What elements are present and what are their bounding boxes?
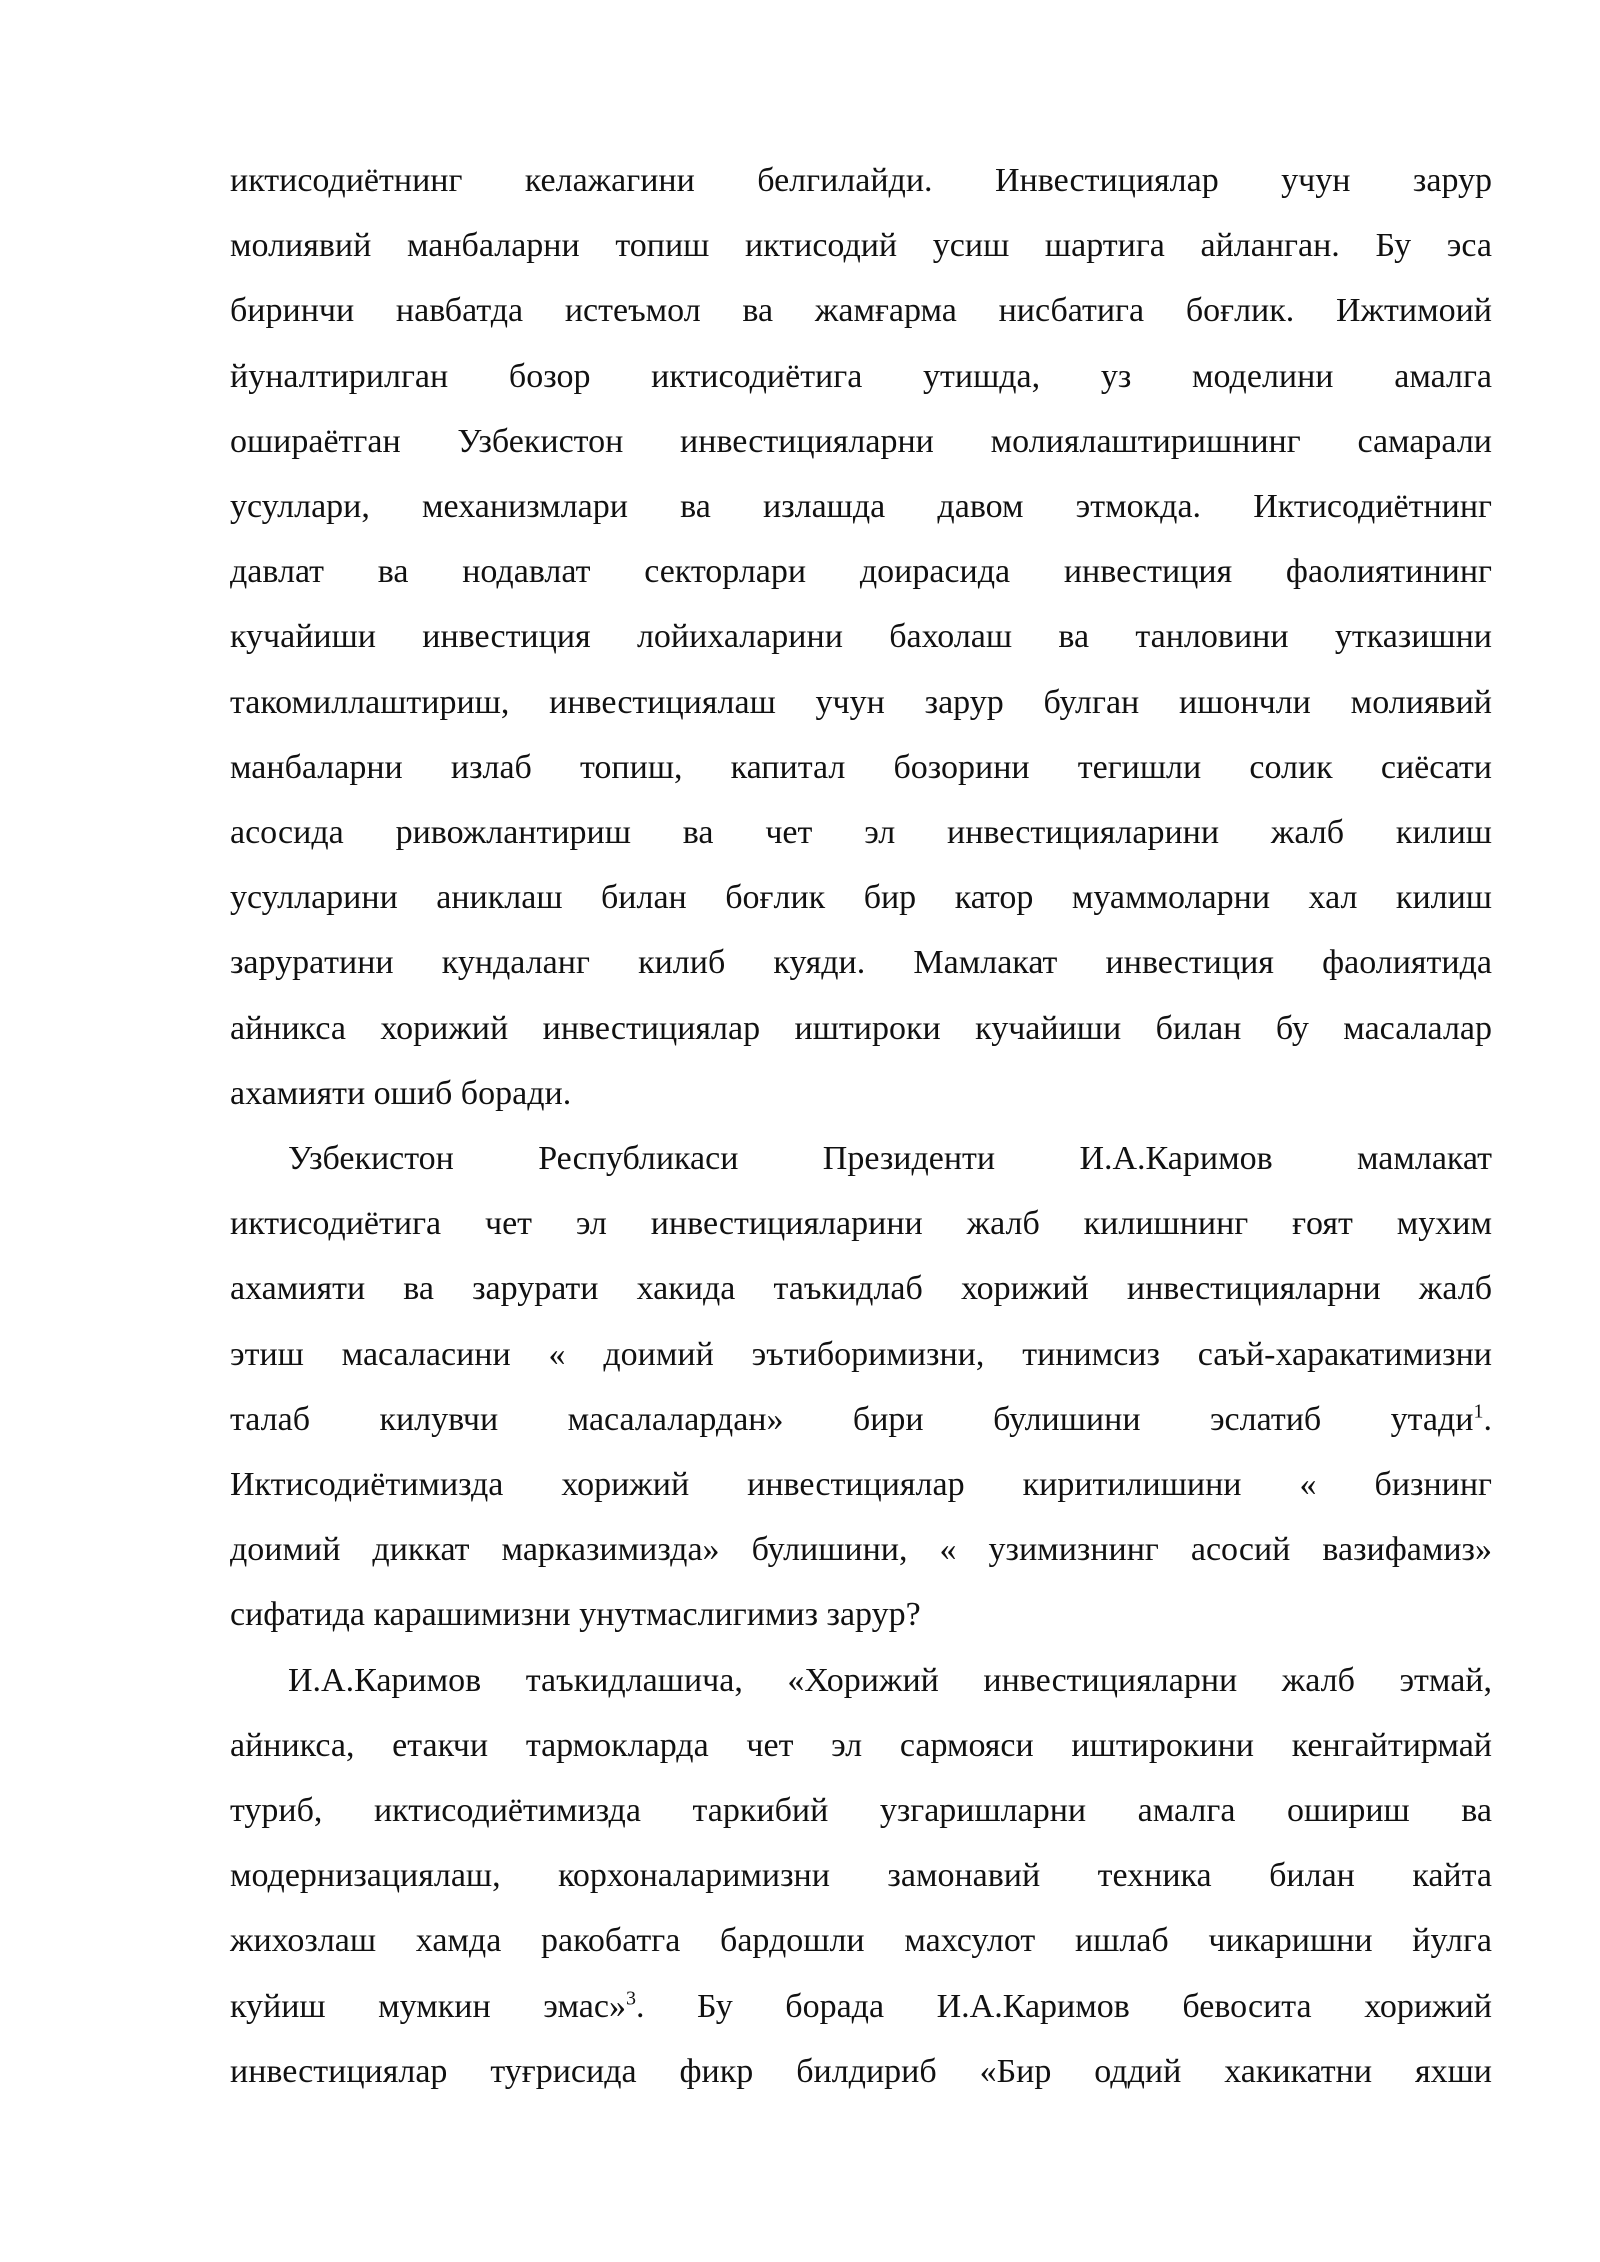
footnote-marker: 1 bbox=[1473, 1400, 1484, 1423]
text-segment: . Бу борада И.А.Каримов бевосита хорижий bbox=[635, 1987, 1492, 2025]
text-line: модернизациялаш, корхоналаримизни замонавий техника билан кайта bbox=[230, 1857, 1492, 1895]
text-line: айникса хорижий инвестициялар иштироки кучайиши билан бу масалалар bbox=[230, 1009, 1492, 1047]
footnote-marker: 3 bbox=[625, 1987, 636, 2010]
text-line: Узбекистон Республикаси Президенти И.А.Каримов мамлакат bbox=[288, 1140, 1492, 1178]
text-line: И.А.Каримов таъкидлашича, «Хорижий инвестицияларни жалб этмай, bbox=[288, 1661, 1492, 1699]
paragraph-2 bbox=[230, 1126, 1492, 1648]
text-line: усулларини аниклаш билан боғлик бир катор муаммоларни хал килиш bbox=[230, 879, 1492, 917]
text-line: йуналтирилган бозор иктисодиётига утишда, уз моделини амалга bbox=[230, 357, 1492, 395]
text-line-with-footnote bbox=[230, 1387, 1492, 1452]
text-segment: . bbox=[1483, 1400, 1492, 1438]
text-line: жихозлаш хамда ракобатга бардошли махсулот ишлаб чикаришни йулга bbox=[230, 1922, 1492, 1960]
text-line: иктисодиётнинг келажагини белгилайди. Инвестициялар учун зарур bbox=[230, 162, 1492, 199]
text-line: инвестициялар туғрисида фикр билдириб «Бир оддий хакикатни яхши bbox=[230, 2052, 1492, 2090]
text-segment: куйиш мумкин эмас» bbox=[230, 1987, 626, 2025]
paragraph-1 bbox=[230, 148, 1492, 1126]
text-line: такомиллаштириш, инвестициялаш учун зарур булган ишончли молиявий bbox=[230, 683, 1492, 721]
text-line: манбаларни излаб топиш, капитал бозорини тегишли солик сиёсати bbox=[230, 748, 1492, 786]
paragraph-3 bbox=[230, 1648, 1492, 2104]
text-line: ошираётган Узбекистон инвестицияларни молиялаштиришнинг самарали bbox=[230, 422, 1492, 460]
text-line: ахамияти ва зарурати хакида таъкидлаб хорижий инвестицияларни жалб bbox=[230, 1270, 1492, 1308]
text-line: кучайиши инвестиция лойихаларини бахолаш ва танловини утказишни bbox=[230, 618, 1492, 656]
text-line: Иктисодиётимизда хорижий инвестициялар киритилишини « бизнинг bbox=[230, 1466, 1492, 1504]
text-line: асосида ривожлантириш ва чет эл инвестицияларини жалб килиш bbox=[230, 814, 1492, 852]
text-line: усуллари, механизмлари ва излашда давом этмокда. Иктисодиётнинг bbox=[230, 488, 1492, 526]
text-line: сифатида карашимизни унутмаслигимиз зарур? bbox=[230, 1596, 921, 1634]
document-body bbox=[230, 148, 1492, 2104]
text-line: биринчи навбатда истеъмол ва жамғарма нисбатига боғлик. Ижтимоий bbox=[230, 292, 1492, 330]
text-line: зарурaтини кундаланг килиб куяди. Мамлакат инвестиция фаолиятида bbox=[230, 944, 1492, 982]
text-line: ахамияти ошиб боради. bbox=[230, 1074, 572, 1112]
text-line: этиш масаласини « доимий эътиборимизни, тинимсиз саъй-харакатимизни bbox=[230, 1335, 1492, 1373]
text-line: туриб, иктисодиётимизда таркибий узгаришларни амалга ошириш ва bbox=[230, 1792, 1492, 1830]
text-line: молиявий манбаларни топиш иктисодий усиш шартига айланган. Бу эса bbox=[230, 227, 1492, 265]
text-line: айникса, етакчи тармокларда чет эл сармояси иштирокини кенгайтирмай bbox=[230, 1726, 1492, 1764]
text-segment: талаб килувчи масалалардан» бири булишини эслатиб утади bbox=[230, 1400, 1474, 1438]
text-line: иктисодиётига чет эл инвестицияларини жалб килишнинг ғоят мухим bbox=[230, 1205, 1492, 1243]
text-line-with-footnote bbox=[230, 1974, 1492, 2039]
text-line: доимий диккат марказимизда» булишини, « узимизнинг асосий вазифамиз» bbox=[230, 1531, 1492, 1569]
text-line: давлат ва нодавлат секторлари доирасида инвестиция фаолиятининг bbox=[230, 553, 1492, 591]
